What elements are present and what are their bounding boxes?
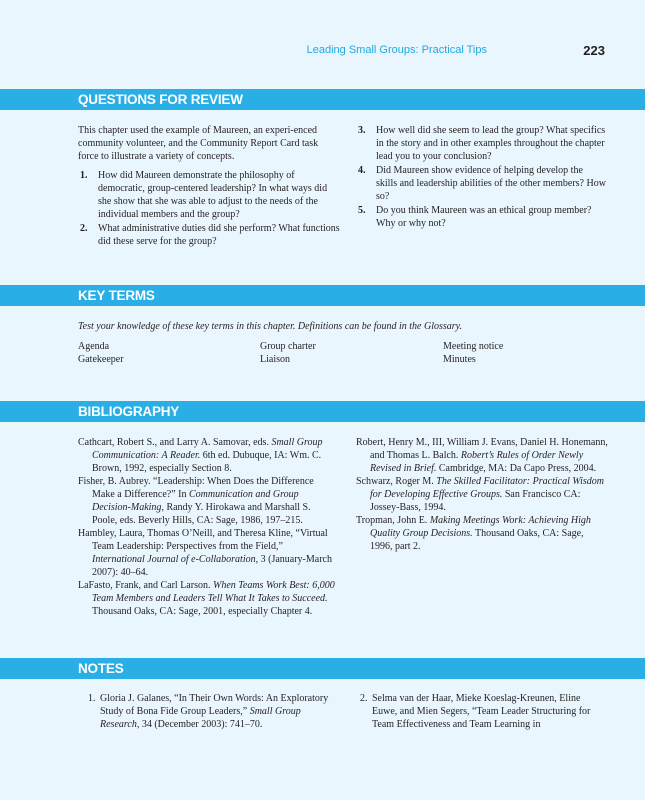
- running-title: Leading Small Groups: Practical Tips: [306, 44, 487, 56]
- notes-right-column: [350, 692, 608, 731]
- bibliography-entry: LaFasto, Frank, and Carl Larson. When Teams Work Best: 6,000 Team Members and Leaders Tell What It Takes to Succeed. Thousand Oaks, CA: Sage, 2001, especially Chapter 4.: [78, 580, 335, 617]
- question-item: [356, 124, 606, 163]
- question-item: [356, 164, 606, 203]
- question-number: 2.: [80, 223, 88, 234]
- questions-heading-band: [0, 89, 645, 110]
- question-text: What administrative duties did she perform? What functions did these serve for the group?: [98, 223, 340, 247]
- question-item: [78, 222, 340, 248]
- bibliography-entry: Cathcart, Robert S., and Larry A. Samovar, eds. Small Group Communication: A Reader. 6th ed. Dubuque, IA: Wm. C. Brown, 1992, especially Section 8.: [78, 437, 323, 474]
- note-number: 2.: [360, 693, 368, 704]
- notes-heading: NOTES: [78, 661, 124, 676]
- question-text: How well did she seem to lead the group? What specifics in the story and in other examples throughout the chapter lead you to your conclusion?: [376, 125, 606, 162]
- key-terms-intro: Test your knowledge of these key terms in this chapter. Definitions can be found in the Glossary.: [78, 321, 463, 332]
- question-text: How did Maureen demonstrate the philosophy of democratic, group-centered leadership? In what ways did she show that she was able to adjust to the needs of the individual members and the group?: [98, 170, 328, 220]
- bibliography-entry: Fisher, B. Aubrey. “Leadership: When Does the Difference Make a Difference?” In Communication and Group Decision-Making, Randy Y. Hirokawa and Marshall S. Poole, eds. Beverly Hills, CA: Sage, 1986, 197–215.: [78, 476, 314, 526]
- question-number: 5.: [358, 205, 366, 216]
- key-term: Group charter: [260, 341, 316, 352]
- key-term: Agenda: [78, 341, 110, 352]
- running-head: [0, 44, 645, 60]
- key-term: Meeting notice: [443, 341, 504, 352]
- key-term: Minutes: [443, 354, 476, 365]
- notes-left-column: [78, 692, 340, 731]
- key-terms-heading: KEY TERMS: [78, 288, 155, 303]
- key-terms-heading-band: [0, 285, 645, 306]
- questions-left-column: [78, 124, 340, 249]
- questions-heading: QUESTIONS FOR REVIEW: [78, 92, 243, 107]
- bibliography-entry: Robert, Henry M., III, William J. Evans, Daniel H. Honemann, and Thomas L. Balch. Robert’s Rules of Order Newly Revised in Brief. Cambridge, MA: Da Capo Press, 2004.: [356, 437, 608, 474]
- question-text: Do you think Maureen was an ethical group member? Why or why not?: [376, 205, 592, 229]
- question-text: Did Maureen show evidence of helping develop the skills and leadership abilities of the other members? How so?: [376, 165, 606, 202]
- questions-intro: This chapter used the example of Maureen, an experi-enced community volunteer, and the Community Report Card task force to illustrate a variety of concepts.: [78, 125, 319, 162]
- key-term: Liaison: [260, 354, 290, 365]
- question-item: [78, 169, 340, 221]
- question-number: 3.: [358, 125, 366, 136]
- bibliography-entry: Tropman, John E. Making Meetings Work: Achieving High Quality Group Decisions. Thousand Oaks, CA: Sage, 1996, part 2.: [356, 515, 591, 552]
- question-number: 4.: [358, 165, 366, 176]
- notes-heading-band: [0, 658, 645, 679]
- question-item: [356, 204, 606, 230]
- bibliography-right-column: [356, 436, 608, 553]
- questions-right-column: [356, 124, 606, 231]
- bibliography-left-column: [78, 436, 336, 618]
- question-number: 1.: [80, 170, 88, 181]
- note-item: 2. Selma van der Haar, Mieke Koeslag-Kreunen, Eline Euwe, and Mien Segers, “Team Leader Structuring for Team Effectiveness and Team Learning in: [360, 693, 591, 730]
- bibliography-heading: BIBLIOGRAPHY: [78, 404, 180, 419]
- bibliography-entry: Schwarz, Roger M. The Skilled Facilitator: Practical Wisdom for Developing Effective Groups. San Francisco CA: Jossey-Bass, 1994.: [356, 476, 605, 513]
- note-item: 1. Gloria J. Galanes, “In Their Own Words: An Exploratory Study of Bona Fide Group Leaders,” Small Group Research, 34 (December 2003): 741–70.: [88, 693, 329, 730]
- note-number: 1.: [88, 693, 96, 704]
- bibliography-heading-band: [0, 401, 645, 422]
- bibliography-entry: Hambley, Laura, Thomas O’Neill, and Theresa Kline, “Virtual Team Leadership: Perspectives from the Field,” International Journal of e-Collaboration, 3 (January-March 2007): 40–64.: [78, 528, 332, 578]
- key-term: Gatekeeper: [78, 354, 124, 365]
- page-number: 223: [583, 43, 605, 58]
